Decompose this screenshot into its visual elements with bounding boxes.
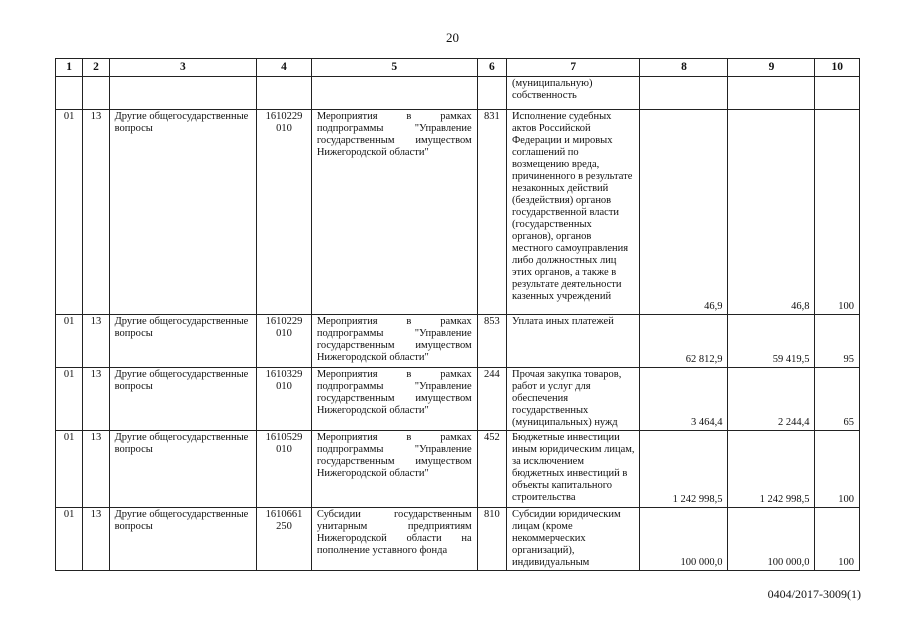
expense-type-code: 831 (477, 110, 506, 315)
subsection-code: 13 (83, 431, 109, 508)
expense-type-cell: (муниципальную) собственность (507, 77, 640, 110)
col-header-10: 10 (815, 59, 860, 77)
table-row (56, 315, 860, 368)
col-header-7: 7 (507, 59, 640, 77)
expense-type-name: Бюджетные инвестиции иным юридическим лицам, за исключением бюджетных инвестиций в объекты капитального строительства (507, 431, 640, 508)
target-article-name: Мероприятия в рамках подпрограммы "Управление государственным имуществом Нижегородской области" (311, 368, 477, 431)
target-article-code: 1610229 010 (257, 315, 312, 368)
planned-amount: 62 812,9 (640, 315, 728, 368)
table-row (56, 110, 860, 315)
target-article-name: Мероприятия в рамках подпрограммы "Управление государственным имуществом Нижегородской области" (311, 431, 477, 508)
expense-type-name: Прочая закупка товаров, работ и услуг для обеспечения государственных (муниципальных) нужд (507, 368, 640, 431)
planned-amount: 3 464,4 (640, 368, 728, 431)
expense-type-code: 452 (477, 431, 506, 508)
expense-type-name: Субсидии юридическим лицам (кроме некоммерческих организаций), индивидуальным (507, 508, 640, 571)
section-code: 01 (56, 508, 83, 571)
col-header-9: 9 (728, 59, 815, 77)
col-header-6: 6 (477, 59, 506, 77)
planned-amount: 100 000,0 (640, 508, 728, 571)
page-number: 20 (446, 30, 459, 45)
table-row-continuation (56, 77, 860, 110)
section-code: 01 (56, 110, 83, 315)
execution-percent: 100 (815, 431, 860, 508)
col-header-3: 3 (109, 59, 257, 77)
expense-type-code: 244 (477, 368, 506, 431)
planned-amount: 1 242 998,5 (640, 431, 728, 508)
expense-type-name: Исполнение судебных актов Российской Федерации и мировых соглашений по возмещению вреда, причиненного в результате незаконных действий (бездействия) органов государственной власти (государственных органов), органов местного самоуправления либо должностных лиц этих органов, а также в результате деятельности казенных учреждений (507, 110, 640, 315)
section-name: Другие общегосударственные вопросы (109, 368, 257, 431)
target-article-code: 1610229 010 (257, 110, 312, 315)
table-row (56, 508, 860, 571)
table-row (56, 431, 860, 508)
section-name: Другие общегосударственные вопросы (109, 508, 257, 571)
expense-type-name: Уплата иных платежей (507, 315, 640, 368)
target-article-code: 1610661 250 (257, 508, 312, 571)
section-name: Другие общегосударственные вопросы (109, 431, 257, 508)
execution-percent: 95 (815, 315, 860, 368)
expense-type-code: 810 (477, 508, 506, 571)
col-header-2: 2 (83, 59, 109, 77)
execution-percent: 100 (815, 110, 860, 315)
target-article-name: Мероприятия в рамках подпрограммы "Управление государственным имуществом Нижегородской области" (311, 110, 477, 315)
document-code: 0404/2017-3009(1) (767, 587, 861, 601)
planned-amount: 46,9 (640, 110, 728, 315)
subsection-code: 13 (83, 110, 109, 315)
budget-table (55, 58, 860, 571)
section-code: 01 (56, 431, 83, 508)
col-header-1: 1 (56, 59, 83, 77)
target-article-code: 1610329 010 (257, 368, 312, 431)
execution-percent: 65 (815, 368, 860, 431)
executed-amount: 2 244,4 (728, 368, 815, 431)
col-header-5: 5 (311, 59, 477, 77)
section-name: Другие общегосударственные вопросы (109, 315, 257, 368)
section-code: 01 (56, 368, 83, 431)
expense-type-code: 853 (477, 315, 506, 368)
subsection-code: 13 (83, 368, 109, 431)
executed-amount: 59 419,5 (728, 315, 815, 368)
table-row (56, 368, 860, 431)
header-row (56, 59, 860, 77)
col-header-8: 8 (640, 59, 728, 77)
executed-amount: 46,8 (728, 110, 815, 315)
col-header-4: 4 (257, 59, 312, 77)
executed-amount: 100 000,0 (728, 508, 815, 571)
subsection-code: 13 (83, 315, 109, 368)
executed-amount: 1 242 998,5 (728, 431, 815, 508)
target-article-code: 1610529 010 (257, 431, 312, 508)
target-article-name: Субсидии государственным унитарным предприятиям Нижегородской области на пополнение уставного фонда (311, 508, 477, 571)
target-article-name: Мероприятия в рамках подпрограммы "Управление государственным имуществом Нижегородской области" (311, 315, 477, 368)
execution-percent: 100 (815, 508, 860, 571)
subsection-code: 13 (83, 508, 109, 571)
section-name: Другие общегосударственные вопросы (109, 110, 257, 315)
section-code: 01 (56, 315, 83, 368)
